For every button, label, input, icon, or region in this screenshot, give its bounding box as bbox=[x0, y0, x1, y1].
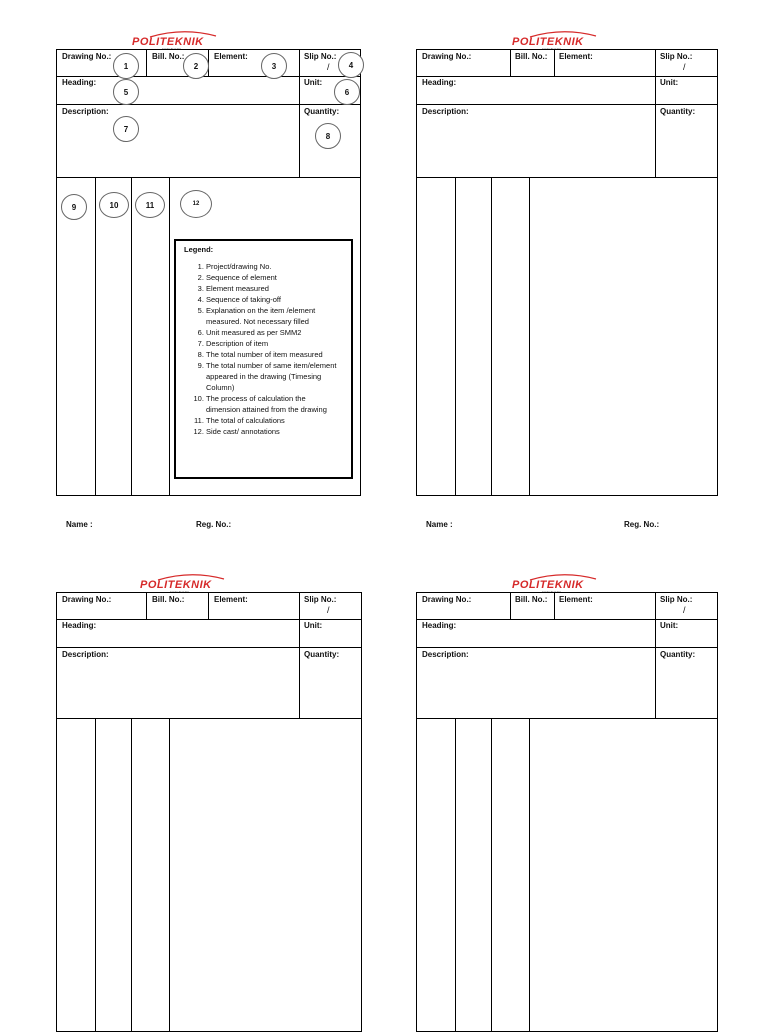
quantity-label: Quantity: bbox=[660, 107, 696, 116]
drawing-no-label: Drawing No.: bbox=[62, 52, 112, 61]
slip-no-slash: / bbox=[327, 605, 330, 615]
marker-6: 6 bbox=[334, 79, 360, 105]
name-label: Name : bbox=[66, 520, 93, 529]
slip-no-label: Slip No.: bbox=[304, 595, 337, 604]
quantity-label: Quantity: bbox=[304, 650, 340, 659]
description-label: Description: bbox=[422, 650, 469, 659]
slip-no-slash: / bbox=[683, 605, 686, 615]
logo-subtitle: KOTA BHARU bbox=[162, 47, 182, 51]
unit-label: Unit: bbox=[660, 621, 679, 630]
politeknik-logo bbox=[508, 30, 608, 50]
legend-box bbox=[174, 239, 353, 479]
slip-no-slash: / bbox=[683, 62, 686, 72]
element-label: Element: bbox=[214, 595, 248, 604]
legend-item: 10. The process of calculation the dimension attained from the drawing bbox=[206, 393, 341, 415]
legend-item: 8. The total number of item measured bbox=[206, 349, 341, 360]
slip-top-left bbox=[56, 30, 366, 540]
legend-item: 11. The total of calculations bbox=[206, 415, 341, 426]
marker-8: 8 bbox=[315, 123, 341, 149]
drawing-no-label: Drawing No.: bbox=[422, 595, 472, 604]
marker-11: 11 bbox=[135, 192, 165, 218]
logo-text: POLITEKNIK bbox=[140, 579, 212, 591]
heading-label: Heading: bbox=[422, 78, 457, 87]
taking-off-form bbox=[416, 592, 718, 1032]
slip-no-slash: / bbox=[327, 62, 330, 72]
marker-9: 9 bbox=[61, 194, 87, 220]
logo-text: POLITEKNIK bbox=[512, 579, 584, 591]
unit-label: Unit: bbox=[304, 78, 323, 87]
politeknik-logo bbox=[136, 573, 236, 593]
legend-item: 9. The total number of same item/element appeared in the drawing (Timesing Column) bbox=[206, 360, 341, 393]
legend-item: 2. Sequence of element bbox=[206, 272, 341, 283]
taking-off-form bbox=[56, 49, 361, 496]
bill-no-label: Bill. No.: bbox=[152, 52, 185, 61]
reg-no-label: Reg. No.: bbox=[196, 520, 232, 529]
marker-10: 10 bbox=[99, 192, 129, 218]
legend-item: 4. Sequence of taking-off bbox=[206, 294, 341, 305]
logo-text: POLITEKNIK bbox=[132, 36, 204, 48]
marker-2: 2 bbox=[183, 53, 209, 79]
description-label: Description: bbox=[62, 650, 109, 659]
marker-1: 1 bbox=[113, 53, 139, 79]
legend-item: 3. Element measured bbox=[206, 283, 341, 294]
quantity-label: Quantity: bbox=[304, 107, 340, 116]
politeknik-logo bbox=[128, 30, 228, 50]
description-label: Description: bbox=[62, 107, 109, 116]
bill-no-label: Bill. No.: bbox=[515, 52, 548, 61]
heading-label: Heading: bbox=[62, 621, 97, 630]
reg-no-label: Reg. No.: bbox=[624, 520, 660, 529]
legend-item: 5. Explanation on the item /element measured. Not necessary filled bbox=[206, 305, 341, 327]
unit-label: Unit: bbox=[660, 78, 679, 87]
logo-subtitle: KOTA BHARU bbox=[542, 590, 562, 594]
element-label: Element: bbox=[214, 52, 248, 61]
legend-item: 7. Description of item bbox=[206, 338, 341, 349]
marker-4: 4 bbox=[338, 52, 364, 78]
heading-label: Heading: bbox=[62, 78, 97, 87]
bill-no-label: Bill. No.: bbox=[515, 595, 548, 604]
marker-3: 3 bbox=[261, 53, 287, 79]
name-label: Name : bbox=[426, 520, 453, 529]
legend-list bbox=[182, 261, 341, 437]
logo-subtitle: KOTA BHARU bbox=[170, 590, 190, 594]
heading-label: Heading: bbox=[422, 621, 457, 630]
legend-title: Legend: bbox=[184, 245, 214, 254]
marker-5: 5 bbox=[113, 79, 139, 105]
slip-no-label: Slip No.: bbox=[660, 52, 693, 61]
legend-item: 6. Unit measured as per SMM2 bbox=[206, 327, 341, 338]
element-label: Element: bbox=[559, 595, 593, 604]
unit-label: Unit: bbox=[304, 621, 323, 630]
slip-bottom-left bbox=[56, 573, 366, 1024]
marker-7: 7 bbox=[113, 116, 139, 142]
marker-12: 12 bbox=[180, 190, 212, 218]
slip-no-label: Slip No.: bbox=[660, 595, 693, 604]
logo-subtitle: KOTA BHARU bbox=[542, 47, 562, 51]
slip-top-right bbox=[416, 30, 726, 540]
slip-bottom-right bbox=[416, 573, 726, 1024]
drawing-no-label: Drawing No.: bbox=[62, 595, 112, 604]
bill-no-label: Bill. No.: bbox=[152, 595, 185, 604]
legend-item: 1. Project/drawing No. bbox=[206, 261, 341, 272]
politeknik-logo bbox=[508, 573, 608, 593]
taking-off-form bbox=[56, 592, 362, 1032]
legend-item: 12. Side cast/ annotations bbox=[206, 426, 341, 437]
logo-text: POLITEKNIK bbox=[512, 36, 584, 48]
element-label: Element: bbox=[559, 52, 593, 61]
taking-off-form bbox=[416, 49, 718, 496]
quantity-label: Quantity: bbox=[660, 650, 696, 659]
slip-no-label: Slip No.: bbox=[304, 52, 337, 61]
description-label: Description: bbox=[422, 107, 469, 116]
drawing-no-label: Drawing No.: bbox=[422, 52, 472, 61]
